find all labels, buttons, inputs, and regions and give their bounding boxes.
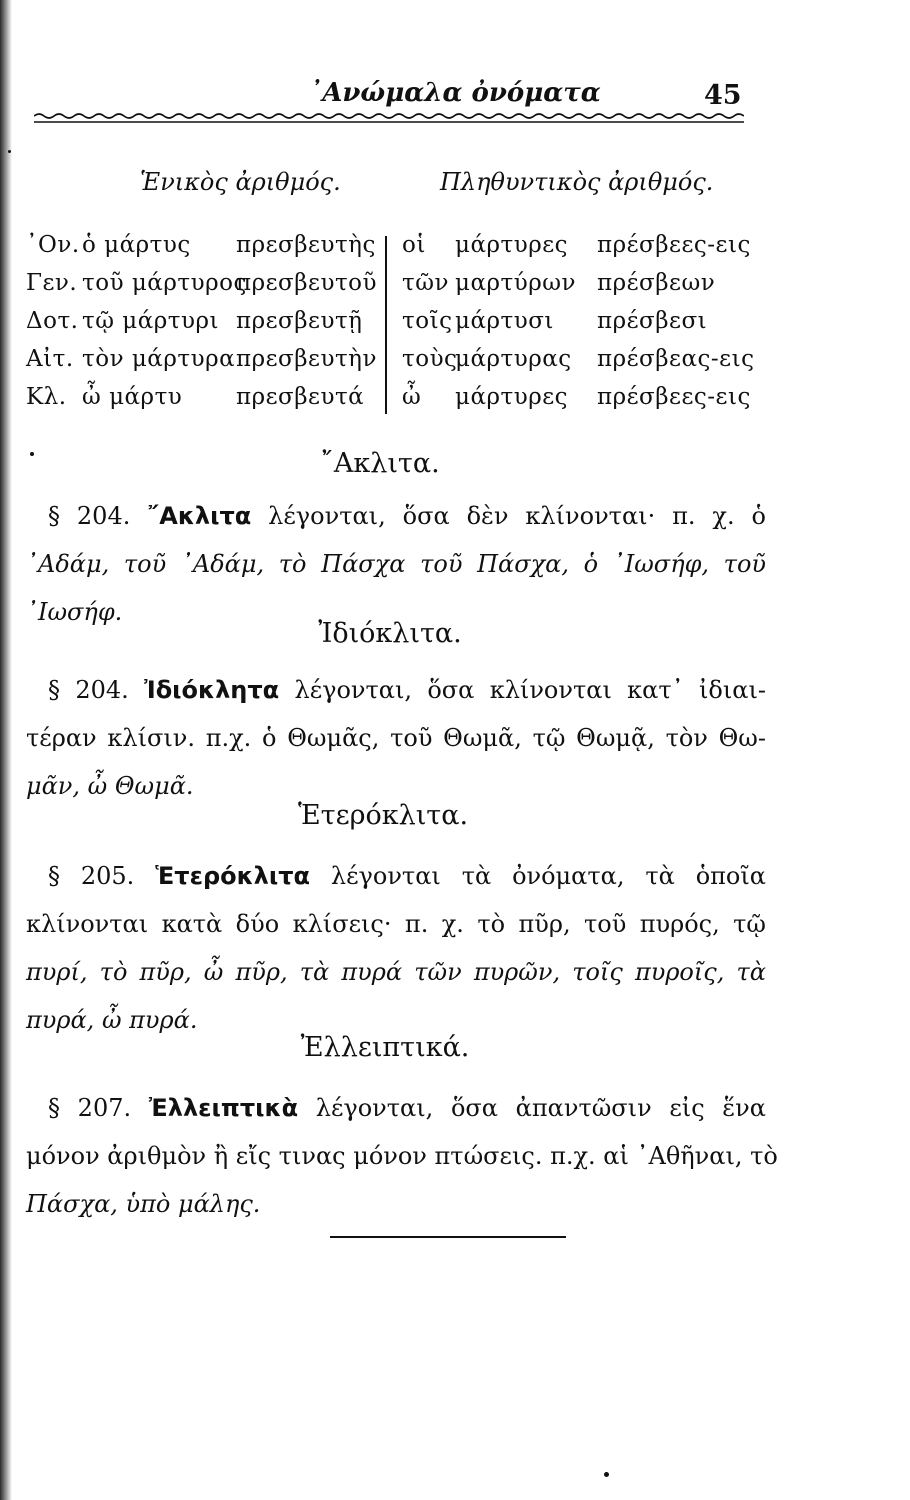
singular-form: ὁ μάρτυς xyxy=(82,232,191,258)
paragraph-text: λέγονται, ὅσα κλίνονται κατ᾽ ἰδιαι- xyxy=(279,676,766,704)
declension-row-dative xyxy=(0,308,910,348)
running-title: ᾽Ανώμαλα ὀνόματα xyxy=(309,78,601,108)
paper-speck xyxy=(30,452,34,456)
defined-term: Ἐλλειπτικὰ xyxy=(148,1094,299,1122)
plural-form: μάρτυρες xyxy=(455,232,569,258)
case-label: Αἰτ. xyxy=(26,346,74,372)
singular-form: πρεσβευτοῦ xyxy=(236,270,378,296)
paragraph-line: ᾽Αδάμ, τοῦ ᾽Αδάμ, τὸ Πάσχα τοῦ Πάσχα, ὁ ᾽Ιωσήφ, τοῦ xyxy=(26,550,766,578)
plural-form: πρέσβεσι xyxy=(597,308,708,334)
singular-form: πρεσβευτὴς xyxy=(236,232,376,258)
declension-row-vocative xyxy=(0,384,910,424)
defined-term: Ἰδιόκλητα xyxy=(144,676,280,704)
paragraph-line xyxy=(26,666,766,714)
declension-row-accusative xyxy=(0,346,910,386)
section-number: § 207. xyxy=(48,1094,132,1122)
paragraph-line: κλίνονται κατὰ δύο κλίσεις· π. χ. τὸ πῦρ, τοῦ πυρός, τῷ xyxy=(26,910,766,938)
plural-heading: Πληθυντικὸς ἀριθμός. xyxy=(440,168,714,196)
singular-form: πρεσβευτά xyxy=(236,384,365,410)
section-heading-heteroklita: Ἑτερόκλιτα. xyxy=(297,800,469,831)
closing-rule xyxy=(330,1236,566,1238)
paper-speck xyxy=(8,150,11,153)
singular-form: τοῦ μάρτυρος xyxy=(82,270,247,296)
paragraph-text: λέγονται, ὅσα δὲν κλίνονται· π. χ. ὁ xyxy=(251,502,766,530)
singular-form: τῷ μάρτυρι xyxy=(82,308,220,334)
singular-form: τὸν μάρτυρα xyxy=(82,346,236,372)
plural-form: μάρτυρας xyxy=(455,346,572,372)
plural-article: τοὺς xyxy=(402,346,458,372)
defined-term: ῎Ακλιτα xyxy=(147,502,252,530)
declension-row-genitive xyxy=(0,270,910,310)
singular-form: πρεσβευτὴν xyxy=(236,346,377,372)
case-label: ᾽Ον. xyxy=(26,232,80,258)
plural-form: μαρτύρων xyxy=(455,270,576,296)
paragraph-text: λέγονται τὰ ὀνόματα, τὰ ὁποῖα xyxy=(310,862,767,890)
paragraph-text: λέγονται, ὅσα ἀπαντῶσιν εἰς ἕνα xyxy=(298,1094,766,1122)
wavy-header-rule xyxy=(34,110,744,126)
section-heading-idioklita: Ἰδιόκλιτα. xyxy=(318,618,462,649)
plural-form: μάρτυρες xyxy=(455,384,569,410)
case-label: Γεν. xyxy=(26,270,78,296)
plural-form: πρέσβεες-εις xyxy=(597,232,751,258)
section-heading-elleiptika: Ἐλλειπτικά. xyxy=(300,1032,470,1063)
paragraph-line: πυρά, ὦ πυρά. xyxy=(26,1006,198,1034)
paper-speck xyxy=(604,1472,609,1477)
plural-article: τοῖς xyxy=(402,308,453,334)
singular-form: ὦ μάρτυ xyxy=(82,384,183,410)
paragraph-line: ᾽Ιωσήφ. xyxy=(26,598,123,626)
plural-form: πρέσβεων xyxy=(597,270,716,296)
paragraph-line xyxy=(26,852,766,900)
plural-article: τῶν xyxy=(402,270,449,296)
declension-row-nominative xyxy=(0,232,910,272)
binding-shadow xyxy=(0,0,12,1500)
paragraph-line xyxy=(26,492,766,540)
paragraph-elleiptika xyxy=(26,1084,778,1228)
paragraph-line: Πάσχα, ὑπὸ μάλης. xyxy=(26,1190,261,1218)
section-number: § 204. xyxy=(48,502,131,530)
paragraph-aklita xyxy=(26,492,766,636)
case-label: Κλ. xyxy=(26,384,67,410)
section-number: § 204. xyxy=(48,676,129,704)
paragraph-idioklita xyxy=(26,666,766,810)
section-number: § 205. xyxy=(48,862,135,890)
case-label: Δοτ. xyxy=(26,308,79,334)
plural-form: μάρτυσι xyxy=(455,308,554,334)
singular-form: πρεσβευτῇ xyxy=(236,308,363,334)
page-number: 45 xyxy=(704,80,742,111)
defined-term: Ἑτερόκλιτα xyxy=(155,862,311,890)
paragraph-line: μόνον ἀριθμὸν ἢ εἴς τινας μόνον πτώσεις. π.χ. αἱ ᾽Αθῆναι, τὸ xyxy=(26,1142,778,1170)
section-heading-aklita: ῎Ακλιτα. xyxy=(320,448,440,479)
singular-heading: Ἑνικὸς ἀριθμός. xyxy=(140,168,341,196)
plural-form: πρέσβεας-εις xyxy=(597,346,755,372)
paragraph-line: πυρί, τὸ πῦρ, ὦ πῦρ, τὰ πυρά τῶν πυρῶν, τοῖς πυροῖς, τὰ xyxy=(26,958,766,986)
plural-form: πρέσβεες-εις xyxy=(597,384,751,410)
plural-article: ὦ xyxy=(402,384,422,410)
paragraph-line xyxy=(26,1084,766,1132)
paragraph-heteroklita xyxy=(26,852,766,1044)
plural-article: οἱ xyxy=(402,232,426,258)
paragraph-line: τέραν κλίσιν. π.χ. ὁ Θωμᾶς, τοῦ Θωμᾶ, τῷ Θωμᾷ, τὸν Θω- xyxy=(26,724,766,752)
paragraph-line: μᾶν, ὦ Θωμᾶ. xyxy=(26,772,194,800)
